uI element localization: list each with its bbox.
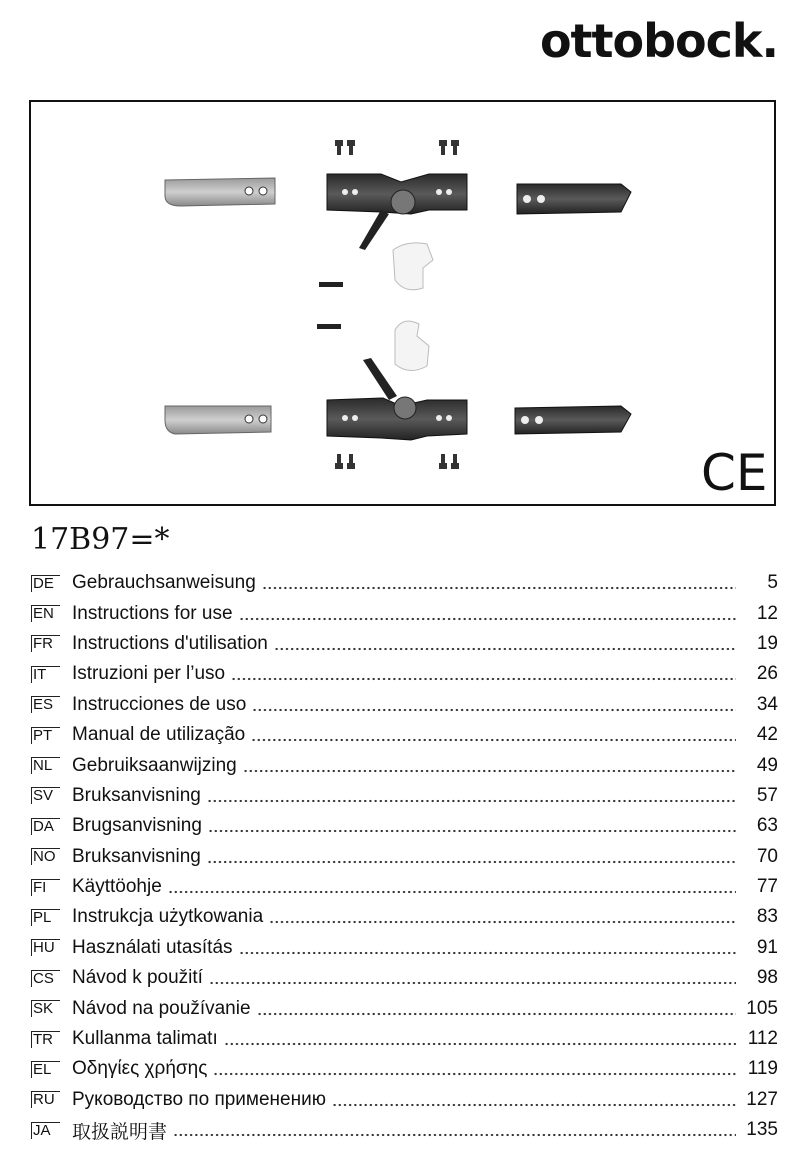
lower-right-bar bbox=[515, 406, 631, 434]
language-code: PL bbox=[31, 909, 60, 926]
toc-title: Istruzioni per l’uso bbox=[72, 663, 226, 685]
language-code: NO bbox=[31, 848, 60, 865]
product-figure bbox=[29, 100, 776, 506]
wedge-lower bbox=[395, 321, 429, 370]
language-code: SK bbox=[31, 1000, 60, 1017]
dot-leader bbox=[239, 941, 736, 955]
toc-title: Használati utasítás bbox=[72, 936, 233, 958]
dot-leader bbox=[252, 698, 736, 712]
toc-entry-es[interactable] bbox=[31, 690, 778, 720]
dot-leader bbox=[209, 971, 736, 985]
language-code: RU bbox=[31, 1091, 60, 1108]
toc-entry-ja[interactable] bbox=[31, 1115, 778, 1145]
toc-title: 取扱説明書 bbox=[72, 1121, 168, 1143]
dot-leader bbox=[257, 1002, 736, 1016]
page-number: 119 bbox=[747, 1058, 778, 1080]
dot-leader bbox=[251, 728, 736, 742]
page-number: 5 bbox=[767, 572, 778, 594]
lower-left-bar bbox=[165, 406, 271, 434]
wedge-upper bbox=[393, 243, 433, 290]
page-number: 12 bbox=[756, 602, 778, 624]
toc-title: Bruksanvisning bbox=[72, 845, 201, 867]
toc-title: Руководство по применению bbox=[72, 1088, 326, 1110]
dot-leader bbox=[262, 576, 736, 590]
dot-leader bbox=[208, 819, 736, 833]
joint-components-icon bbox=[31, 102, 774, 504]
toc-title: Instructions for use bbox=[72, 602, 233, 624]
dot-leader bbox=[239, 607, 736, 621]
dot-leader bbox=[332, 1093, 736, 1107]
spring-lower bbox=[317, 324, 341, 329]
toc-entry-cs[interactable] bbox=[31, 963, 778, 993]
toc-entry-fr[interactable] bbox=[31, 629, 778, 659]
page-number: 34 bbox=[756, 693, 778, 715]
page-number: 26 bbox=[756, 663, 778, 685]
page-number: 57 bbox=[756, 784, 778, 806]
page-number: 135 bbox=[746, 1119, 778, 1141]
language-code: IT bbox=[31, 666, 60, 683]
toc-title: Kullanma talimatı bbox=[72, 1028, 218, 1050]
toc-title: Οδηγίες χρήσης bbox=[72, 1058, 208, 1080]
upper-joint bbox=[327, 174, 467, 250]
dot-leader bbox=[207, 789, 736, 803]
dot-leader bbox=[243, 759, 736, 773]
language-code: NL bbox=[31, 757, 60, 774]
toc-entry-fi[interactable] bbox=[31, 872, 778, 902]
dot-leader bbox=[224, 1032, 736, 1046]
dot-leader bbox=[168, 880, 736, 894]
toc-entry-it[interactable] bbox=[31, 659, 778, 689]
dot-leader bbox=[269, 910, 736, 924]
language-code: FR bbox=[31, 635, 60, 652]
page-number: 112 bbox=[747, 1028, 778, 1050]
toc-title: Návod na používanie bbox=[72, 997, 251, 1019]
page-number: 63 bbox=[756, 815, 778, 837]
page-number: 83 bbox=[756, 906, 778, 928]
language-code: PT bbox=[31, 727, 60, 744]
dot-leader bbox=[274, 637, 736, 651]
screws-top bbox=[335, 140, 459, 155]
brand-logo: ottobock. bbox=[539, 14, 778, 68]
ce-mark: CE bbox=[701, 444, 768, 502]
toc-entry-ru[interactable] bbox=[31, 1085, 778, 1115]
page-number: 91 bbox=[756, 936, 778, 958]
toc-title: Brugsanvisning bbox=[72, 815, 202, 837]
language-code: EN bbox=[31, 605, 60, 622]
toc-entry-no[interactable] bbox=[31, 842, 778, 872]
toc-title: Instrucciones de uso bbox=[72, 693, 247, 715]
language-code: SV bbox=[31, 787, 60, 804]
lower-joint bbox=[327, 358, 467, 440]
toc-title: Instrukcja użytkowania bbox=[72, 906, 264, 928]
toc-title: Gebrauchsanweisung bbox=[72, 572, 256, 594]
table-of-contents bbox=[31, 568, 778, 1145]
language-code: DA bbox=[31, 818, 60, 835]
page-number: 70 bbox=[756, 845, 778, 867]
language-code: ES bbox=[31, 696, 60, 713]
toc-title: Manual de utilização bbox=[72, 724, 246, 746]
dot-leader bbox=[231, 667, 736, 681]
toc-entry-en[interactable] bbox=[31, 598, 778, 628]
toc-entry-sv[interactable] bbox=[31, 781, 778, 811]
page-number: 49 bbox=[756, 754, 778, 776]
toc-title: Návod k použití bbox=[72, 967, 203, 989]
toc-title: Gebruiksaanwijzing bbox=[72, 754, 237, 776]
spring-upper bbox=[319, 282, 343, 287]
toc-title: Bruksanvisning bbox=[72, 784, 201, 806]
toc-entry-da[interactable] bbox=[31, 811, 778, 841]
screws-bottom bbox=[335, 454, 459, 469]
toc-entry-pt[interactable] bbox=[31, 720, 778, 750]
dot-leader bbox=[173, 1123, 736, 1137]
toc-entry-nl[interactable] bbox=[31, 750, 778, 780]
dot-leader bbox=[207, 850, 736, 864]
toc-entry-sk[interactable] bbox=[31, 993, 778, 1023]
language-code: EL bbox=[31, 1061, 60, 1078]
language-code: CS bbox=[31, 970, 60, 987]
toc-entry-hu[interactable] bbox=[31, 933, 778, 963]
dot-leader bbox=[213, 1062, 736, 1076]
page-number: 42 bbox=[756, 724, 778, 746]
toc-title: Käyttöohje bbox=[72, 876, 162, 898]
upper-right-bar bbox=[517, 184, 631, 214]
model-number: 17B97=* bbox=[31, 522, 170, 557]
toc-entry-el[interactable] bbox=[31, 1054, 778, 1084]
language-code: DE bbox=[31, 575, 60, 592]
toc-entry-tr[interactable] bbox=[31, 1024, 778, 1054]
page-number: 19 bbox=[756, 632, 778, 654]
toc-title: Instructions d'utilisation bbox=[72, 632, 268, 654]
toc-entry-pl[interactable] bbox=[31, 902, 778, 932]
page-number: 77 bbox=[756, 876, 778, 898]
upper-left-bar bbox=[165, 178, 275, 206]
toc-entry-de[interactable] bbox=[31, 568, 778, 598]
language-code: HU bbox=[31, 939, 60, 956]
language-code: TR bbox=[31, 1031, 60, 1048]
page-number: 105 bbox=[746, 997, 778, 1019]
page-number: 127 bbox=[746, 1088, 778, 1110]
page-number: 98 bbox=[756, 967, 778, 989]
language-code: JA bbox=[31, 1122, 60, 1139]
language-code: FI bbox=[31, 879, 60, 896]
